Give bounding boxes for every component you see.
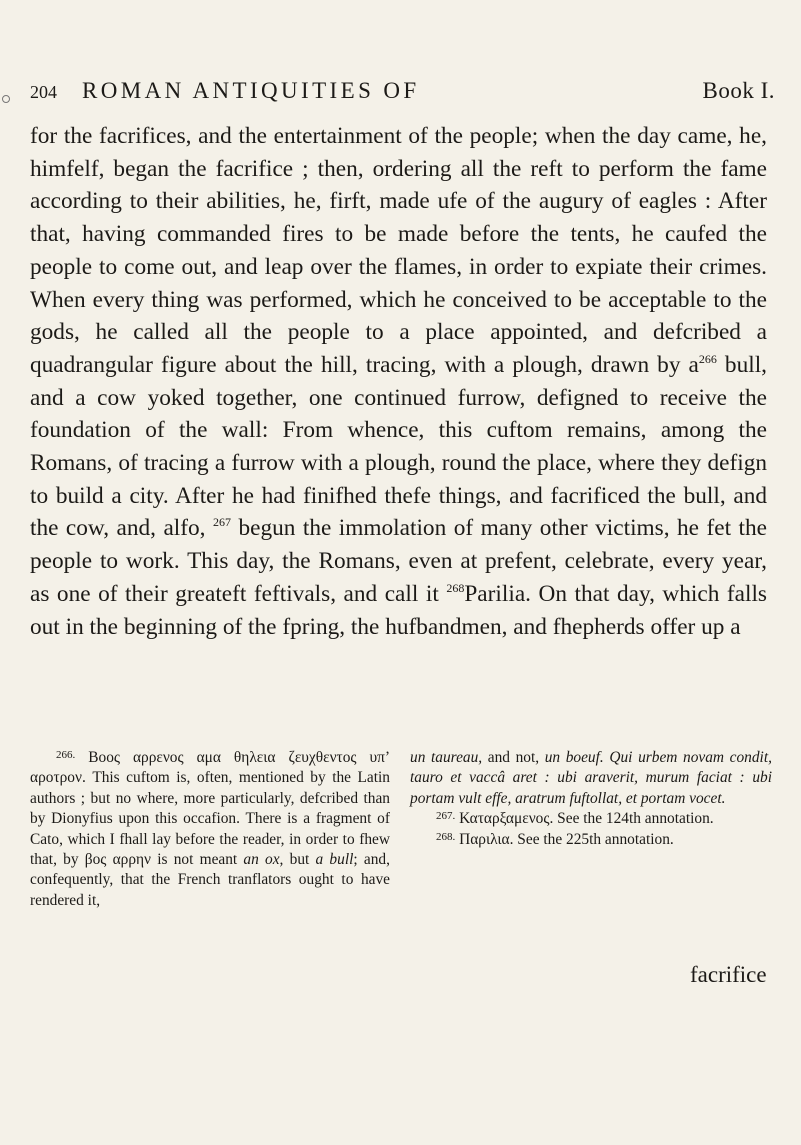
- running-title: ROMAN ANTIQUITIES OF: [82, 78, 420, 103]
- footnote-268: $^{268.}$ Παριλια. See the 225th annotation.: [436, 830, 674, 848]
- footnotes-right-column: [410, 748, 772, 850]
- binding-hole-icon: [2, 95, 10, 103]
- main-paragraph: for the facrifices, and the entertainment of the people; when the day came, he, himfelf, began the facrifice ; then, ordering all the reft to perform the fame according to their abilities, he, firft, made ufe of the augury of eagles : After that, having commanded fires to be made before the tents, he caufed the people to come out, and leap over the flames, in order to expiate their crimes. When every thing was performed, which he conceived to be acceptable to the gods, he called all the people to a place appointed, and defcribed a quadrangular figure about the hill, tracing, with a plough, drawn by $a^{266}$ bull, and a cow yoked together, one continued furrow, defigned to receive the foundation of the wall: From whence, this cuftom remains, among the Romans, of tracing a furrow with a plough, round the place, where they defign to build a city. After he had finifhed thefe things, and facrificed the bull, and the cow, and, alfo, $^{267}$ begun the immolation of many other victims, he fet the people to work. This day, the Romans, even at prefent, celebrate, every year, as one of their greateft feftivals, and call it $^{268}$Parilia. On that day, which falls out in the beginning of the fpring, the hufbandmen, and fhepherds offer up a: [30, 123, 768, 640]
- cato-quote: Qui urbem novam condit, tauro et vaccâ aret : ubi araverit, murum faciat : ubi portam vult effe, aratrum fuftollat, et portam vocet.: [410, 749, 772, 807]
- footnotes-left-column: [30, 748, 390, 911]
- catchword: facrifice: [690, 962, 767, 987]
- footnote-ref: 266: [698, 351, 717, 366]
- running-header: [30, 76, 775, 110]
- footnote-ref: 268: [446, 580, 465, 595]
- footnote-ref: 267: [213, 515, 231, 530]
- footnote-266: $^{266.}$ Βοος αρρενος αμα θηλεια ζευχθεντος υπ’ αροτρον. This cuftom is, often, mentioned by the Latin authors ; but no where, more particularly, defcribed than by Dionyfius upon this occafion. There is a fragment of Cato, which I fhall lay before the reader, in order to fhew that, by βος αρρην is not meant an ox, but a bull; and, confequently, that the French tranflators ought to have rendered it,: [30, 749, 390, 909]
- page-number: 204: [30, 82, 57, 102]
- book-label: Book I.: [702, 78, 775, 103]
- footnote-267: $^{267.}$ Καταρξαμενος. See the 124th annotation.: [436, 810, 714, 828]
- footnote-266-continued: un taureau, and not, un boeuf. Qui urbem novam condit, tauro et vaccâ aret : ubi araverit, murum faciat : ubi portam vult effe, aratrum fuftollat, et portam vocet.: [410, 749, 772, 807]
- main-text: [30, 120, 767, 643]
